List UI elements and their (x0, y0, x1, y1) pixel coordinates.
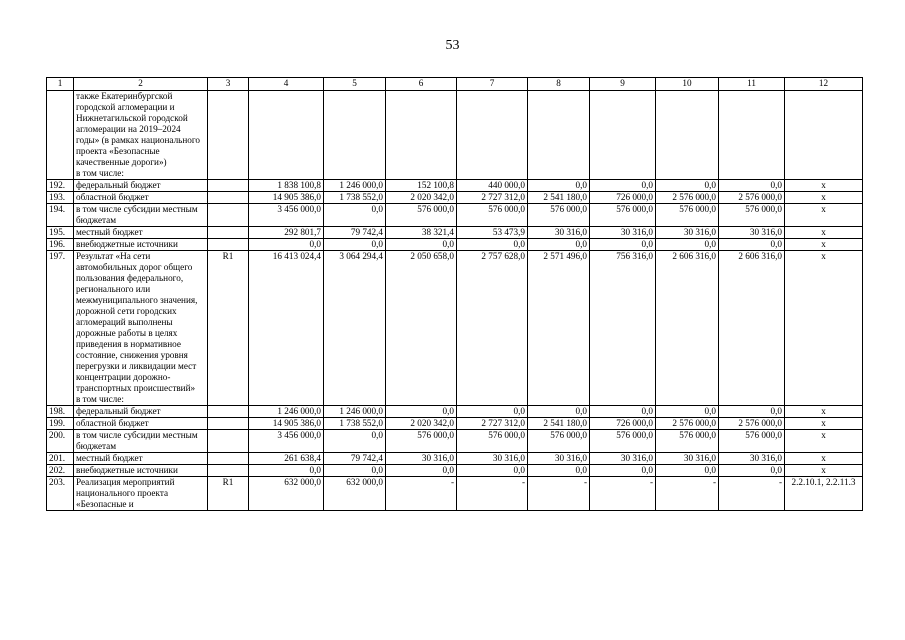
table-row (47, 418, 863, 430)
table-cell: 0,0 (719, 465, 785, 477)
table-cell (208, 91, 249, 180)
table-cell: 2 050 658,0 (386, 251, 457, 406)
table-cell: 0,0 (386, 406, 457, 418)
table-cell (249, 91, 324, 180)
table-cell: х (785, 192, 863, 204)
table-cell: 38 321,4 (386, 227, 457, 239)
row-number-cell: 193. (47, 192, 74, 204)
table-cell: 14 905 386,0 (249, 192, 324, 204)
table-cell: 0,0 (528, 239, 590, 251)
table-cell: х (785, 453, 863, 465)
table-cell: 2 727 312,0 (457, 418, 528, 430)
table-cell: 1 838 100,8 (249, 180, 324, 192)
column-number-header: 8 (528, 78, 590, 91)
table-cell: - (656, 477, 719, 511)
row-label-cell: областной бюджет (74, 418, 208, 430)
table-cell: 0,0 (457, 465, 528, 477)
row-label-cell: федеральный бюджет (74, 180, 208, 192)
table-row (47, 251, 863, 406)
table-cell: 2 576 000,0 (656, 418, 719, 430)
table-cell: 0,0 (249, 465, 324, 477)
table-cell: R1 (208, 477, 249, 511)
table-cell: 30 316,0 (386, 453, 457, 465)
table-cell: 1 738 552,0 (324, 192, 386, 204)
table-row (47, 227, 863, 239)
table-cell: 0,0 (324, 239, 386, 251)
table-cell: 2 541 180,0 (528, 192, 590, 204)
table-row (47, 406, 863, 418)
table-cell (208, 453, 249, 465)
table-cell: 2 020 342,0 (386, 192, 457, 204)
table-cell: 3 456 000,0 (249, 430, 324, 453)
table-cell: 0,0 (656, 465, 719, 477)
table-cell: 576 000,0 (590, 430, 656, 453)
table-cell: 30 316,0 (590, 227, 656, 239)
table-cell: - (719, 477, 785, 511)
row-label-cell: также Екатеринбургской городской агломерации и Нижнетагильской городской агломерации на 2019–2024 годы» (в рамках национального проекта «Безопасные качественные дороги») в том числе: (74, 91, 208, 180)
table-row (47, 430, 863, 453)
row-number-cell: 200. (47, 430, 74, 453)
row-number-cell: 197. (47, 251, 74, 406)
table-cell (208, 418, 249, 430)
table-cell: 576 000,0 (719, 430, 785, 453)
table-row (47, 91, 863, 180)
column-number-header: 5 (324, 78, 386, 91)
table-cell: 576 000,0 (386, 430, 457, 453)
table-cell: 2 576 000,0 (656, 192, 719, 204)
table-cell (208, 406, 249, 418)
row-label-cell: внебюджетные источники (74, 465, 208, 477)
column-number-header: 6 (386, 78, 457, 91)
table-cell: 2 020 342,0 (386, 418, 457, 430)
table-cell: 440 000,0 (457, 180, 528, 192)
column-number-header: 9 (590, 78, 656, 91)
table-cell: 576 000,0 (719, 204, 785, 227)
column-number-header: 7 (457, 78, 528, 91)
table-cell (208, 465, 249, 477)
row-label-cell: местный бюджет (74, 227, 208, 239)
table-cell: 2 576 000,0 (719, 418, 785, 430)
table-cell: 53 473,9 (457, 227, 528, 239)
table-row (47, 453, 863, 465)
column-number-header: 10 (656, 78, 719, 91)
table-cell: 30 316,0 (656, 227, 719, 239)
table-cell: - (457, 477, 528, 511)
table-cell: 0,0 (590, 239, 656, 251)
table-cell (324, 91, 386, 180)
table-cell: 0,0 (590, 406, 656, 418)
row-label-cell: местный бюджет (74, 453, 208, 465)
table-cell: х (785, 406, 863, 418)
table-cell: 756 316,0 (590, 251, 656, 406)
table-cell: 0,0 (324, 465, 386, 477)
row-number-cell: 203. (47, 477, 74, 511)
table-cell: 30 316,0 (590, 453, 656, 465)
row-number-cell (47, 91, 74, 180)
row-number-cell: 202. (47, 465, 74, 477)
table-cell: 292 801,7 (249, 227, 324, 239)
row-label-cell: Реализация мероприятий национального проекта «Безопасные и (74, 477, 208, 511)
table-cell: 0,0 (457, 239, 528, 251)
table-cell (208, 239, 249, 251)
table-cell: 576 000,0 (457, 204, 528, 227)
row-number-cell: 201. (47, 453, 74, 465)
row-number-cell: 194. (47, 204, 74, 227)
table-cell: 576 000,0 (457, 430, 528, 453)
table-cell: х (785, 251, 863, 406)
table-cell (656, 91, 719, 180)
table-cell: 726 000,0 (590, 418, 656, 430)
table-cell: 3 456 000,0 (249, 204, 324, 227)
table-cell: 261 638,4 (249, 453, 324, 465)
table-cell (590, 91, 656, 180)
table-cell: 2 571 496,0 (528, 251, 590, 406)
table-cell (457, 91, 528, 180)
page-number: 53 (445, 38, 460, 53)
table-cell: 1 246 000,0 (324, 406, 386, 418)
table-cell: 0,0 (656, 180, 719, 192)
table-cell: 2 727 312,0 (457, 192, 528, 204)
column-number-header: 1 (47, 78, 74, 91)
table-cell: - (386, 477, 457, 511)
table-cell (208, 227, 249, 239)
table-cell (208, 180, 249, 192)
table-cell: х (785, 204, 863, 227)
table-cell (719, 91, 785, 180)
table-cell: 1 738 552,0 (324, 418, 386, 430)
table-cell: 1 246 000,0 (324, 180, 386, 192)
row-label-cell: в том числе субсидии местным бюджетам (74, 204, 208, 227)
table-cell: 79 742,4 (324, 227, 386, 239)
table-cell: 0,0 (528, 465, 590, 477)
table-cell: 79 742,4 (324, 453, 386, 465)
table-cell: 0,0 (590, 465, 656, 477)
table-cell: х (785, 465, 863, 477)
table-cell: 2 757 628,0 (457, 251, 528, 406)
column-number-header: 12 (785, 78, 863, 91)
table-row (47, 180, 863, 192)
table-row (47, 204, 863, 227)
column-number-header: 3 (208, 78, 249, 91)
table-cell: 0,0 (719, 239, 785, 251)
table-cell (386, 91, 457, 180)
row-number-cell: 196. (47, 239, 74, 251)
table-cell: 30 316,0 (656, 453, 719, 465)
row-number-cell: 198. (47, 406, 74, 418)
table-row (47, 465, 863, 477)
table-cell: 30 316,0 (528, 227, 590, 239)
table-cell: х (785, 180, 863, 192)
table-cell: 576 000,0 (656, 430, 719, 453)
table-cell: 2 541 180,0 (528, 418, 590, 430)
table-cell: х (785, 227, 863, 239)
table-cell: 16 413 024,4 (249, 251, 324, 406)
table-cell: 0,0 (590, 180, 656, 192)
table-cell: х (785, 418, 863, 430)
table-cell: 0,0 (386, 465, 457, 477)
table-cell (208, 192, 249, 204)
table-cell: 576 000,0 (528, 430, 590, 453)
row-number-cell: 199. (47, 418, 74, 430)
row-label-cell: Результат «На сети автомобильных дорог общего пользования федерального, регионального или межмуниципального значения, дорожной сети городских агломераций выполнены дорожные работы в целях приведения в нормативное состояние, снижения уровня перегрузки и ликвидации мест концентрации дорожно-транспортных происшествий» в том числе: (74, 251, 208, 406)
table-header-row (47, 78, 863, 91)
table-cell: х (785, 430, 863, 453)
table-cell: 30 316,0 (719, 227, 785, 239)
row-label-cell: федеральный бюджет (74, 406, 208, 418)
table-cell (208, 430, 249, 453)
column-number-header: 2 (74, 78, 208, 91)
table-cell: 1 246 000,0 (249, 406, 324, 418)
table-cell: 0,0 (324, 430, 386, 453)
table-cell: 0,0 (457, 406, 528, 418)
table-cell: 30 316,0 (719, 453, 785, 465)
table-cell: 2 606 316,0 (656, 251, 719, 406)
table-cell: 0,0 (719, 180, 785, 192)
table-cell: 3 064 294,4 (324, 251, 386, 406)
column-number-header: 11 (719, 78, 785, 91)
table-cell: 632 000,0 (324, 477, 386, 511)
table-cell: 30 316,0 (528, 453, 590, 465)
table-cell: 0,0 (249, 239, 324, 251)
table-cell (208, 204, 249, 227)
table-row (47, 192, 863, 204)
table-cell: 0,0 (719, 406, 785, 418)
table-cell: - (528, 477, 590, 511)
table-cell: 2 576 000,0 (719, 192, 785, 204)
table-cell: 0,0 (656, 406, 719, 418)
table-cell: 0,0 (528, 180, 590, 192)
table-cell: 632 000,0 (249, 477, 324, 511)
budget-table (46, 77, 863, 511)
table-row (47, 239, 863, 251)
row-number-cell: 195. (47, 227, 74, 239)
table-cell: 0,0 (324, 204, 386, 227)
table-cell (785, 91, 863, 180)
row-label-cell: внебюджетные источники (74, 239, 208, 251)
row-label-cell: в том числе субсидии местным бюджетам (74, 430, 208, 453)
table-cell: 14 905 386,0 (249, 418, 324, 430)
table-cell: 2 606 316,0 (719, 251, 785, 406)
table-cell: - (590, 477, 656, 511)
table-cell (528, 91, 590, 180)
table-cell: 2.2.10.1, 2.2.11.3 (785, 477, 863, 511)
column-number-header: 4 (249, 78, 324, 91)
table-row (47, 477, 863, 511)
row-number-cell: 192. (47, 180, 74, 192)
table-cell: 576 000,0 (386, 204, 457, 227)
table-cell: 30 316,0 (457, 453, 528, 465)
table-cell: 152 100,8 (386, 180, 457, 192)
row-label-cell: областной бюджет (74, 192, 208, 204)
table-cell: 0,0 (656, 239, 719, 251)
table-cell: R1 (208, 251, 249, 406)
table-cell: 576 000,0 (656, 204, 719, 227)
table-cell: х (785, 239, 863, 251)
table-cell: 0,0 (528, 406, 590, 418)
table-cell: 576 000,0 (590, 204, 656, 227)
table-cell: 576 000,0 (528, 204, 590, 227)
table-cell: 726 000,0 (590, 192, 656, 204)
table-cell: 0,0 (386, 239, 457, 251)
